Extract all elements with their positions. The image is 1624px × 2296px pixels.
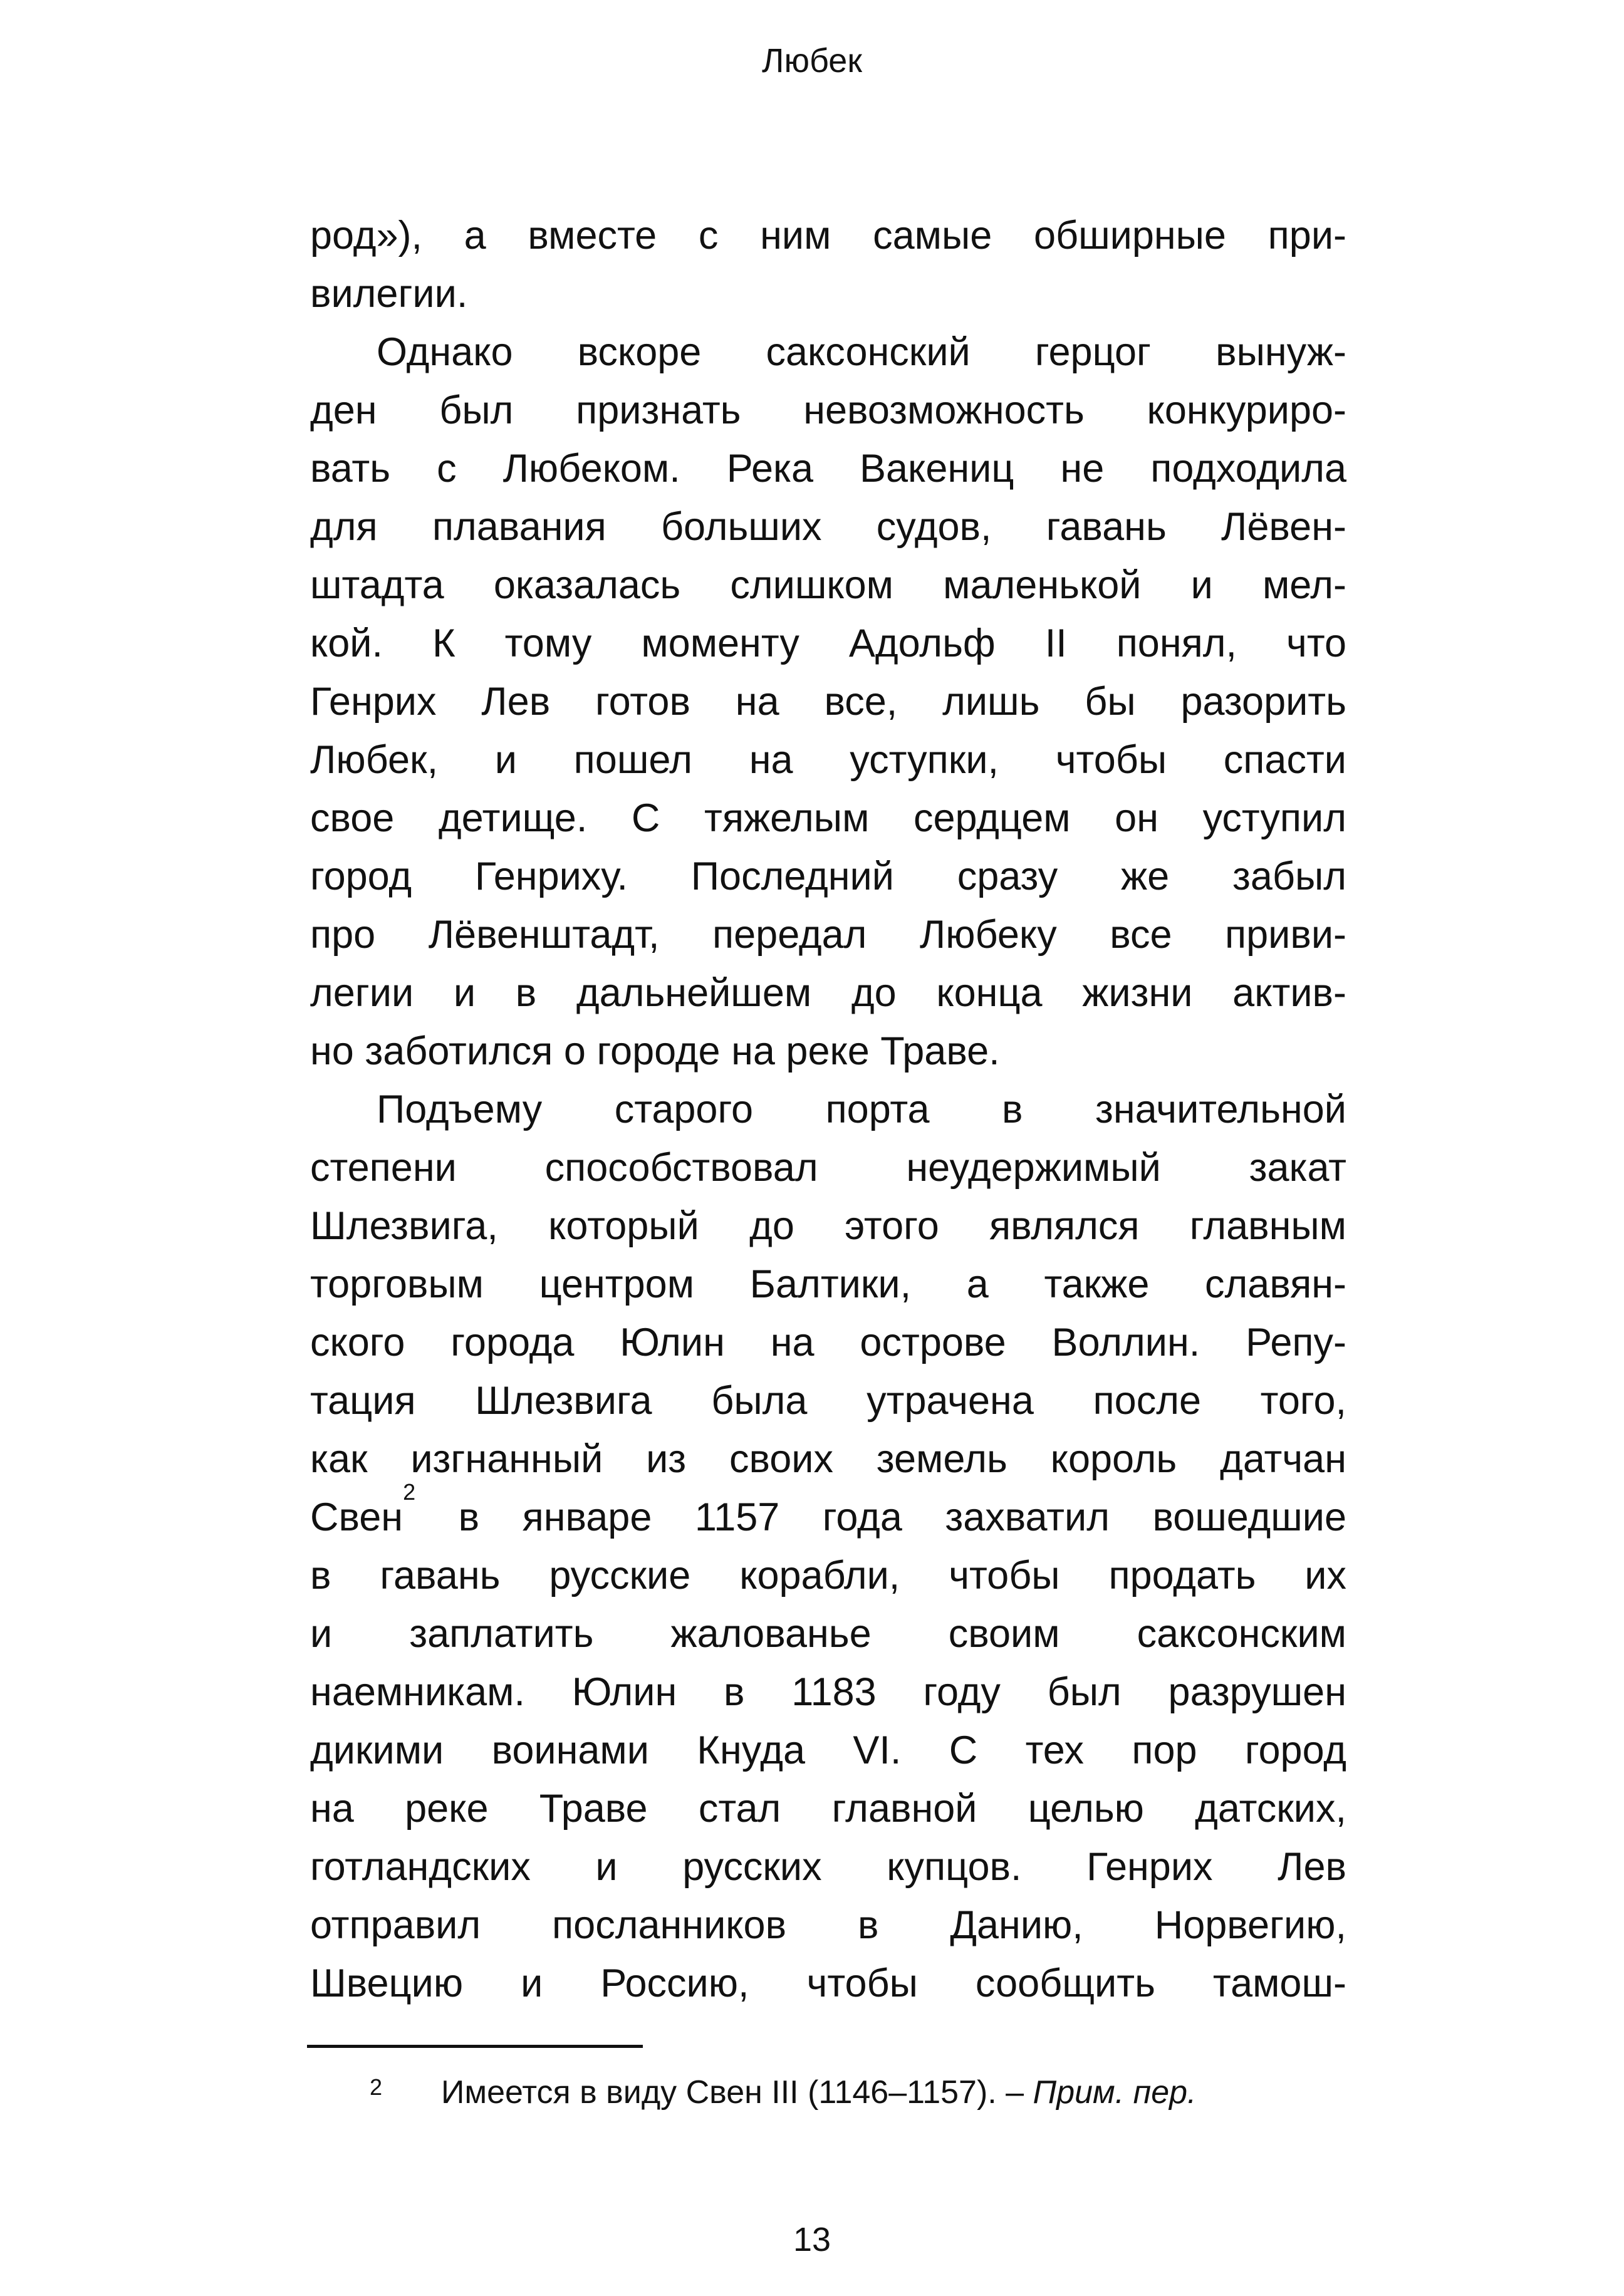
text-line: для плавания больших судов, гавань Лёвен- <box>310 505 1346 549</box>
text-line: Однако вскоре саксонский герцог вынуж- <box>377 330 1346 374</box>
text-line: Генрих Лев готов на все, лишь бы разорить <box>310 680 1346 724</box>
sven-word: Свен <box>310 1495 403 1539</box>
text-line: кой. К тому моменту Адольф II понял, что <box>310 621 1346 665</box>
text-line: Швецию и Россию, чтобы сообщить тамош- <box>310 1961 1346 2005</box>
text-line: в гавань русские корабли, чтобы продать их <box>310 1554 1346 1597</box>
text-line: наемникам. Юлин в 1183 году был разрушен <box>310 1670 1346 1714</box>
page-number: 13 <box>793 2221 831 2258</box>
text-line: Подъему старого порта в значительной <box>377 1088 1346 1131</box>
text-line: про Лёвенштадт, передал Любеку все приви- <box>310 913 1346 957</box>
text-line: степени способствовал неудержимый закат <box>310 1146 1346 1190</box>
text-line: Шлезвига, который до этого являлся главным <box>310 1204 1346 1248</box>
text-line: город Генриху. Последний сразу же забыл <box>310 855 1346 898</box>
text-line: как изгнанный из своих земель король датчан <box>310 1437 1346 1481</box>
text-line: ден был признать невозможность конкуриро- <box>310 388 1346 432</box>
text-line: род»), а вместе с ним самые обширные при- <box>310 214 1346 257</box>
footnote-divider <box>307 2045 643 2048</box>
text-line: готландских и русских купцов. Генрих Лев <box>310 1845 1346 1889</box>
text-line: на реке Траве стал главной целью датских, <box>310 1787 1346 1831</box>
text-line: вать с Любеком. Река Вакениц не подходила <box>310 447 1346 491</box>
text-line: легии и в дальнейшем до конца жизни актив- <box>310 971 1346 1015</box>
text-line: торговым центром Балтики, а также славян- <box>310 1262 1346 1306</box>
text-line: отправил посланников в Данию, Норвегию, <box>310 1903 1346 1947</box>
text-line: штадта оказалась слишком маленькой и мел- <box>310 563 1346 607</box>
footnote-number: 2 <box>370 2074 383 2100</box>
text-line: ского города Юлин на острове Воллин. Репу- <box>310 1321 1346 1364</box>
footnote-text <box>441 2070 1197 2114</box>
footnote-note: Прим. пер. <box>1033 2074 1197 2111</box>
text-line: свое детище. С тяжелым сердцем он уступил <box>310 796 1346 840</box>
line-rest: в январе 1157 года захватил вошедшие <box>458 1495 1346 1539</box>
body-text <box>310 207 1346 2013</box>
text-line <box>310 1479 1346 1547</box>
text-line: и заплатить жалованье своим саксонским <box>310 1612 1346 1656</box>
footnote-body: Имеется в виду Свен III (1146–1157). – <box>441 2074 1033 2111</box>
text-line: тация Шлезвига была утрачена после того, <box>310 1379 1346 1423</box>
text-line: вилегии. <box>310 272 468 316</box>
text-line: Любек, и пошел на уступки, чтобы спасти <box>310 738 1346 782</box>
text-line: дикими воинами Кнуда VI. С тех пор город <box>310 1728 1346 1772</box>
text-line: но заботился о городе на реке Траве. <box>310 1029 1000 1073</box>
running-header: Любек <box>762 42 862 80</box>
footnote-ref[interactable]: 2 <box>403 1479 416 1505</box>
